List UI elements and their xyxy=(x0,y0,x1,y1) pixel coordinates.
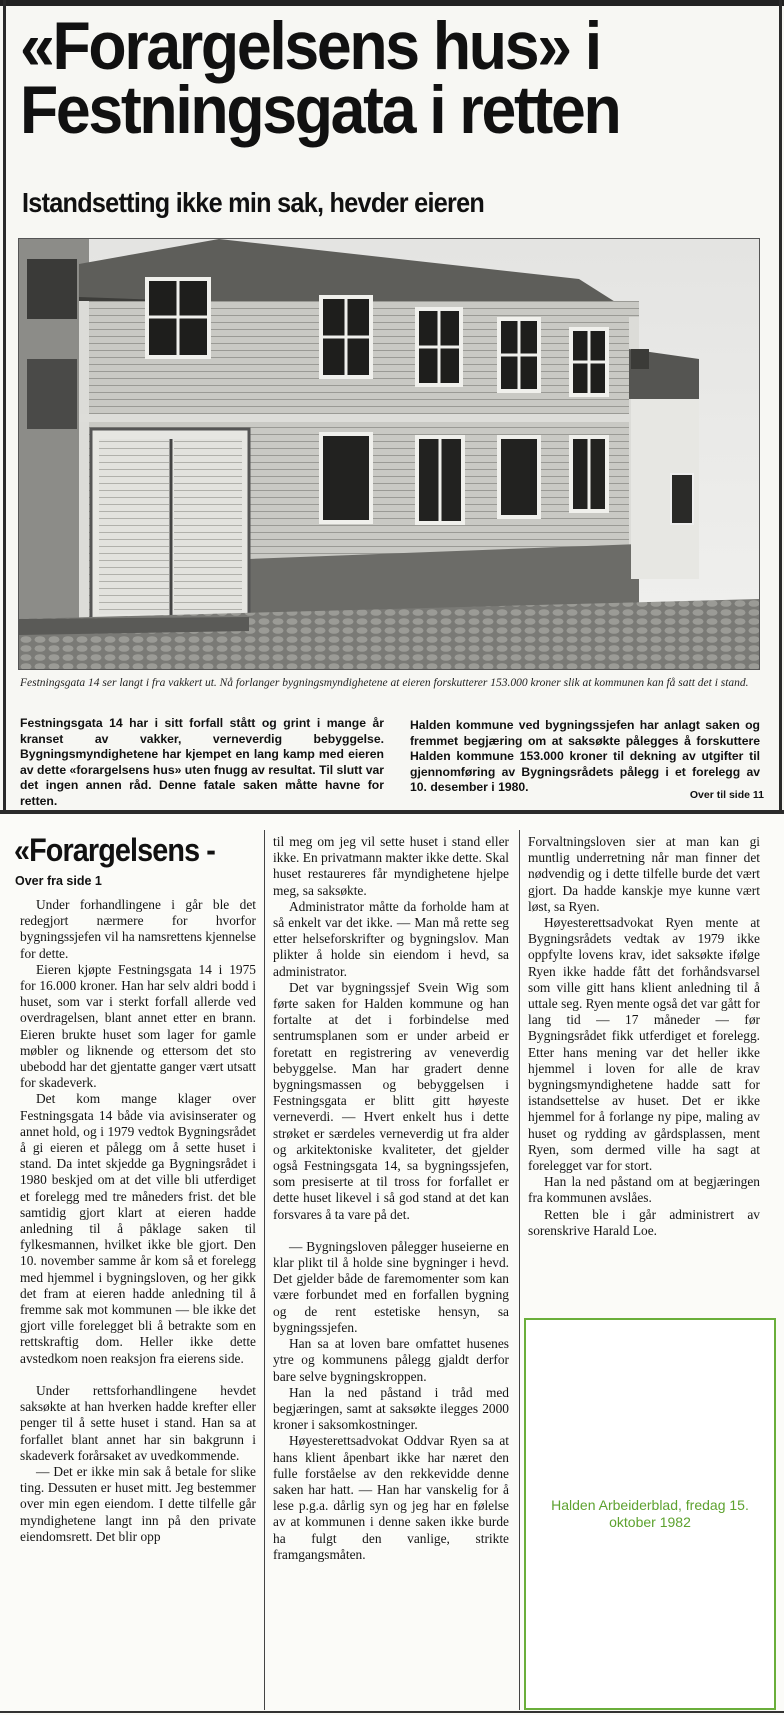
column-2-paragraph: Det var bygningssjef Svein Wig som førte saken for Halden kommune og han fortalte at det i forbindelse med sentrumsplanen som er under arbeid er foretatt en registrering av veneverdig bebyggelse. Man har gradert denne bygningsmassen og bebyggelsen i Festningsgata er blitt gitt høyeste verneverdi. — Hvert enkelt hus i dette strøket er særdeles verneverdig ut fra alder og arkitektoniske kvaliteter, det gjelder også Festningsgata 14, sa bygningssjefen, som presiserte at til tross for forfallet er dette huset likevel i så god stand at det kan forsvares å ta vare på det. xyxy=(273,979,509,1222)
headline-line-1: «Forargelsens hus» i xyxy=(20,8,600,84)
bottom-border xyxy=(0,1711,784,1713)
column-1-paragraph: Eieren kjøpte Festningsgata 14 i 1975 for 16.000 kroner. Han har selv aldri bodd i huset, som var i sterkt forfall allerde ved overdragelsen, blant annet etter en brann. Eieren brukte huset som lager for gamle møbler og liknende og ettersom det sto ubebodd har det gjentatte ganger vært utsatt for skadeverk. xyxy=(20,961,256,1091)
headline-line-2: Festningsgata i retten xyxy=(20,72,620,148)
column-1-paragraph: Under rettsforhandlingene hevdet saksøkte at han hverken hadde krefter eller penger til å sette huset i stand. Han sa at forfallet blant annet har sin bakgrunn i skadeverk forårsaket av uvedkommende. xyxy=(20,1382,256,1463)
lead-paragraph-right: Halden kommune ved bygningssjefen har anlagt saken og fremmet begjæring om at saksøkte pålegges å forskuttere Halden kommune 153.000 kroner til dekning av utgifter til gjennomføring av Bygningsrådets pålegg i et forelegg av 10. desember i 1980. xyxy=(410,718,760,794)
column-2-paragraph: Han la ned påstand i tråd med begjæringen, samt at saksøkte ilegges 2000 kroner i saksomkostninger. xyxy=(273,1384,509,1433)
continuation-title: «Forargelsens - xyxy=(14,832,215,868)
column-2-paragraph: Høyesterettsadvokat Oddvar Ryen sa at hans klient åpenbart ikke har næret den fulle forståelse av den rekkevidde denne saken har hatt. — Han har vanskelig for å lese p.g.a. dårlig syn og jeg har en følelse av at kommunen i denne saken ikke burde ha fulgt den vanlige, strikte framgangsmåten. xyxy=(273,1433,509,1562)
column-divider xyxy=(519,830,520,1710)
column-3-paragraph: Høyesterettsadvokat Ryen mente at Bygningsrådets vedtak av 1979 ikke oppfylte lovens krav, idet saksøkte ifølge Ryen ikke hadde fått det forhåndsvarsel som ville gitt hans klient anledning til å uttale seg. Ryen mente også det var gått for lang tid — 17 måneder — før Bygningsrådet fikk utferdiget et forelegg. Etter hans mening var det heller ikke hjemmel i loven for alle de krav bygningsmyndighetene hadde satt for istandsettelse av huset. Det er ikke hjemmel for å forlange ny pipe, maling av huset og rydding av gårdsplassen, ment Ryen, som dermed ville ha sagt at forelegget var for stort. xyxy=(528,915,760,1174)
article-column-1 xyxy=(20,897,256,1545)
left-border xyxy=(3,0,6,810)
photo-caption: Festningsgata 14 ser langt i fra vakkert ut. Nå forlanger bygningsmyndighetene at eieren forskutterer 153.000 kroner slik at kommunen kan få satt det i stand. xyxy=(20,677,749,689)
column-1-paragraph: Det kom mange klager over Festningsgata 14 både via avisinserater og annet hold, og i 1979 vedtok Bygningsrådet å gi eieren et pålegg om å sette huset i stand. Da intet skjedde ga Bygningsrådet i 1980 beskjed om at det ville bli utferdiget et forelegg med tre måneders frist. det ble samtidig gjort klart at eieren hadde anledning til å påklage saken til fylkesmannen, hvilket ikke ble gjort. Den 10. november samme år kom så et forelegg med hjemmel i bygningsloven, og her gikk det fram at eieren hadde anledning til å fremme sak mot kommunen — ble ikke det gjort ville forelegget bli å betrakte som en rettskraftig dom. Heller ikke dette avstedkom noen reaksjon fra eierens side. xyxy=(20,1091,256,1366)
continued-from-note: Over fra side 1 xyxy=(15,874,102,888)
column-2-paragraph: Han sa at loven bare omfattet husenes ytre og kommunens pålegg gjaldt derfor bare selve bygningskroppen. xyxy=(273,1336,509,1384)
column-3-paragraph: Retten ble i går administrert av sorenskrive Harald Loe. xyxy=(528,1206,760,1238)
column-2-paragraph: Administrator måtte da forholde ham at så enkelt var det ikke. — Man må rette seg etter helseforskrifter og bygningslov. Man plikter å holde sin eiendom i hevd, sa administrator. xyxy=(273,898,509,979)
column-1-paragraph: — Det er ikke min sak å betale for slike ting. Dessuten er huset mitt. Jeg bestemmer over min egen eiendom. I dette tilfelle går myndighetene langt inn på den private eiendomsrett. Det blir opp xyxy=(20,1463,256,1544)
top-border xyxy=(0,0,784,6)
column-2-paragraph: — Bygningsloven pålegger huseierne en klar plikt til å holde sine bygninger i hevd. Det gjelder både de faremomenter som kan være forbundet med en forfallen bygning og de rent estetiske hensyn, sa bygningssjefen. xyxy=(273,1238,509,1335)
column-1-paragraph: Under forhandlingene i går ble det redegjort nærmere for hvorfor bygningssjefen vil ha namsrettens kjennelse for dette. xyxy=(20,897,256,961)
clipping-divider xyxy=(0,810,784,814)
source-note-box xyxy=(524,1318,776,1710)
right-border xyxy=(779,0,782,810)
lead-paragraph-left: Festningsgata 14 har i sitt forfall stått og grint i mange år kranset av vakker, verneverdig bebyggelse. Bygningsmyndighetene har kjempet en lang kamp med eieren av dette «forargelsens hus» uten fnugg av resultat. Til slutt var det ingen annen råd. Denne fatale saken måtte havne for retten. xyxy=(20,716,384,808)
continued-on-page-note: Over til side 11 xyxy=(689,789,764,801)
source-note: Halden Arbeiderblad, fredag 15. oktober 1982 xyxy=(551,1497,749,1530)
subheadline: Istandsetting ikke min sak, hevder eieren xyxy=(22,187,485,218)
article-column-3 xyxy=(528,834,760,1239)
column-2-paragraph: til meg om jeg vil sette huset i stand eller ikke. En privatmann makter ikke dette. Skal huset restaureres får myndighetene hjelpe meg, sa saksøkte. xyxy=(273,834,509,898)
column-3-paragraph: Han la ned påstand om at begjæringen fra kommunen avslåes. xyxy=(528,1174,760,1206)
column-divider xyxy=(264,830,265,1710)
headline xyxy=(20,8,701,148)
column-3-paragraph: Forvaltningsloven sier at man kan gi muntlig underretning når man finner det nødvendig og i dette tilfelle burde det vært gjort. Da hadde kanskje mye kunne vært løst, sa Ryen. xyxy=(528,834,760,914)
house-photo xyxy=(18,238,760,670)
article-column-2 xyxy=(273,834,509,1563)
